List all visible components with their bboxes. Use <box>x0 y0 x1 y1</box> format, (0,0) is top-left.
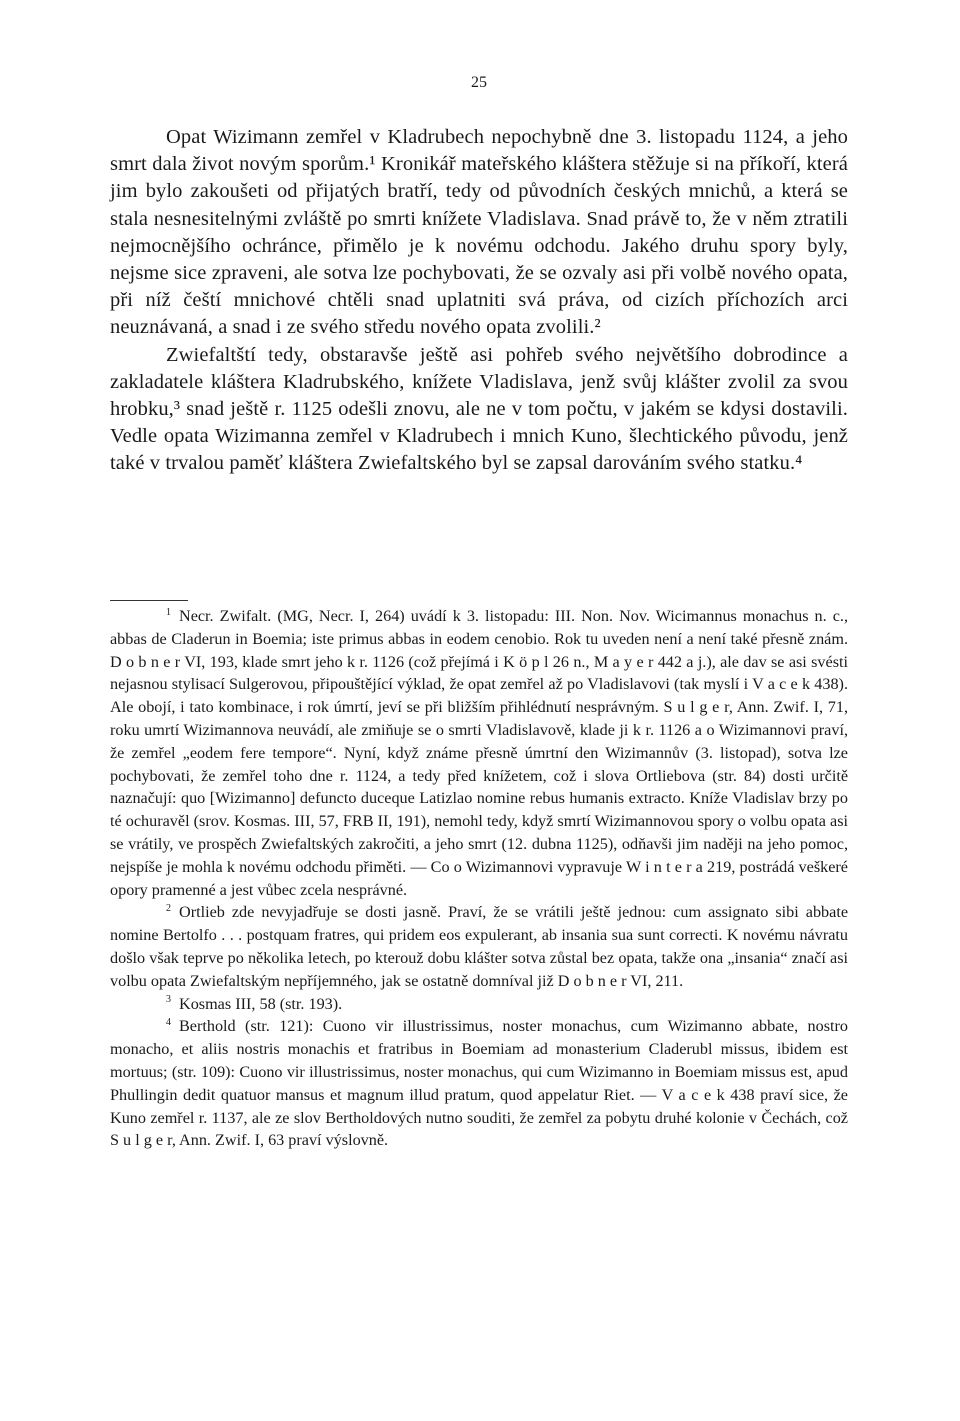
footnote-text: Ortlieb zde nevyjadřuje se dosti jasně. Praví, že se vrátili ještě jednou: cum assignato sibi abbate nomine Bertolfo . . . postquam fratres, qui pridem eos expulerant, ab insania sua sunt correcti. K novému návratu došlo však teprve po několika letech, po kterouž dobu klášter sotva zůstal bez opata, takže ona „insania“ značí asi volbu opata Zwiefaltským nepříjemného, jak se ostatně domníval již D o b n e r VI, 211. <box>110 903 848 990</box>
footnote-mark: 2 <box>166 902 171 914</box>
footnote-divider <box>110 600 188 601</box>
footnote-2 <box>110 901 848 992</box>
body-paragraph-1: Opat Wizimann zemřel v Kladrubech nepochybně dne 3. listopadu 1124, a jeho smrt dala život novým sporům.¹ Kronikář mateřského kláštera stěžuje si na příkoří, která jim bylo zakoušeti od přijatých bratří, tedy od původních českých mnichů, a která se stala nesnesitelnými zvláště po smrti knížete Vladislava. Snad právě to, že v něm ztratili nejmocnějšího ochránce, přimělo je k novému odchodu. Jakého druhu spory byly, nejsme sice zpraveni, ale sotva lze pochybovati, že se ozvaly asi při volbě nového opata, při níž čeští mnichové chtěli snad uplatniti svá práva, od cizích příchozích arci neuznávaná, a snad i ze svého středu nového opata zvolili.² <box>110 126 848 339</box>
footnotes <box>110 605 848 1152</box>
footnote-1 <box>110 605 848 901</box>
footnote-text: Berthold (str. 121): Cuono vir illustrissimus, noster monachus, cum Wizimanno abbate, nostro monacho, et aliis nostris monachis et fratribus in Boemiam ad monasterium Claderubl missus, ibidem est mortuus; (str. 109): Cuono vir illustrissimus, noster monachus, qui cum Wizimanno in Boemiam missus est, apud Phullingin dedit quatuor mansus et magnum illud pratum, quod appelatur Riet. — V a c e k 438 praví sice, že Kuno zemřel r. 1137, ale ze slov Bertholdových nutno souditi, že zemřel za pobytu druhé kolonie v Čechách, což S u l g e r, Ann. Zwif. I, 63 praví výslovně. <box>110 1017 848 1150</box>
footnote-mark: 1 <box>166 606 171 618</box>
footnote-text: Necr. Zwifalt. (MG, Necr. I, 264) uvádí k 3. listopadu: III. Non. Nov. Wicimannus monachus n. c., abbas de Claderun in Boemia; iste primus abbas in eodem cenobio. Rok tu uveden není a není také přesně znám. D o b n e r VI, 193, klade smrt jeho k r. 1126 (což přejímá i K ö p l 26 n., M a y e r 442 a j.), ale dav se asi svésti nejasnou stylisací Sulgerovou, připouštějící výklad, že opat zemřel až po Vladislavovi (tak myslí i V a c e k 438). Ale obojí, i tato kombinace, i rok úmrtí, jeví se při bližším přihlédnutí nesprávným. S u l g e r, Ann. Zwif. I, 71, roku umrtí Wizimannova neuvádí, ale zmiňuje se o smrti Vladislavově, klade ji k r. 1126 a o Wizimannovi praví, že zemřel „eodem fere tempore“. Nyní, když známe přesně úmrtní den Wizimannův (3. listopad), sotva lze pochybovati, že zemřel toho dne r. 1124, a tedy před knížetem, což i slova Ortliebova (str. 84) dosti určitě naznačují: quo [Wizimanno] defuncto duceque Latizlao nomine rebus humanis extracto. Kníže Vladislav brzy po té ochuravěl (srov. Kosmas. III, 57, FRB II, 191), nemohl tedy, když smrtí Wizimannovou spory o volbu opata asi se vrátily, ve prospěch Zwiefaltských zakročiti, a jeho smrt (12. dubna 1125), odňavši jim naději na jeho pomoc, nejspíše je mohla k novému odchodu přiměti. — Co o Wizimannovi vypravuje W i n t e r a 219, postrádá veškeré opory pramenné a jest vůbec zcela nesprávné. <box>110 607 848 899</box>
footnote-mark: 4 <box>166 1016 171 1028</box>
body-paragraph-2: Zwiefaltští tedy, obstaravše ještě asi pohřeb svého největšího dobrodince a zakladatele kláštera Kladrubského, knížete Vladislava, jenž svůj klášter zvolil za svou hrobku,³ snad ještě r. 1125 odešli znovu, ale ne v tom počtu, v jakém se kdysi dostavili. Vedle opata Wizimanna zemřel v Kladrubech i mnich Kuno, šlechtického původu, jenž také v trvalou paměť kláštera Zwiefaltského byl se zapsal darováním svého statku.⁴ <box>110 343 848 475</box>
body-text <box>110 124 848 478</box>
footnote-text: Kosmas III, 58 (str. 193). <box>179 994 343 1013</box>
footnote-3 <box>110 993 848 1016</box>
footnote-mark: 3 <box>166 994 171 1006</box>
page-number: 25 <box>471 74 487 91</box>
footnote-4 <box>110 1015 848 1152</box>
